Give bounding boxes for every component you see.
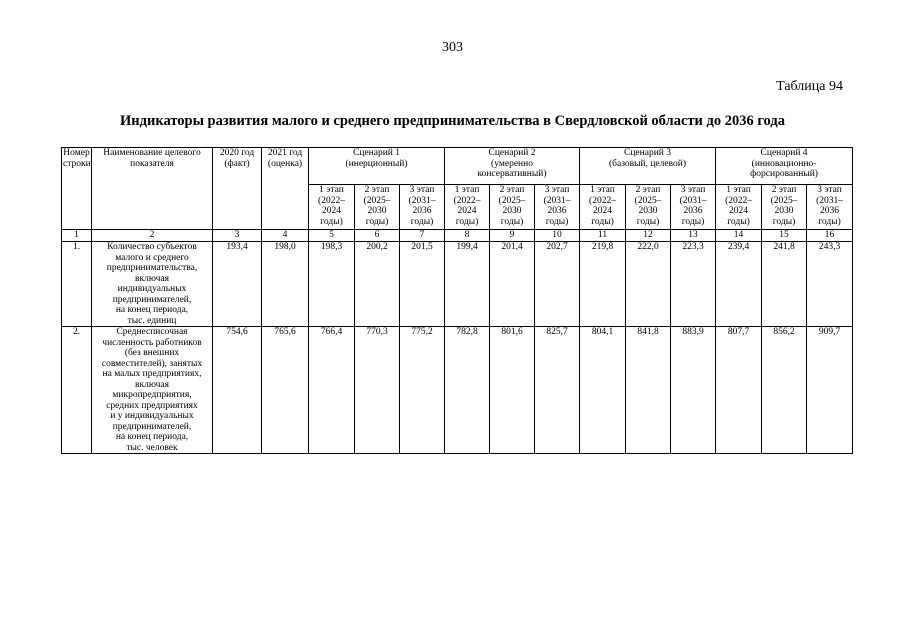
value-cell: 202,7: [535, 242, 580, 327]
column-number: 6: [355, 230, 400, 242]
value-cell: 193,4: [213, 242, 262, 327]
stage-2-header: 2 этап (2025– 2030 годы): [490, 185, 535, 230]
value-cell: 241,8: [762, 242, 807, 327]
column-number: 16: [807, 230, 853, 242]
stage-3-header: 3 этап (2031– 2036 годы): [535, 185, 580, 230]
stage-3-header: 3 этап (2031– 2036 годы): [807, 185, 853, 230]
header-indicator-name: Наименование целевого показателя: [92, 148, 213, 230]
value-cell: 198,0: [262, 242, 309, 327]
value-cell: 856,2: [762, 327, 807, 454]
header-2020-fact: 2020 год (факт): [213, 148, 262, 230]
stage-1-header: 1 этап (2022– 2024 годы): [716, 185, 762, 230]
column-number: 11: [580, 230, 626, 242]
value-cell: 199,4: [445, 242, 490, 327]
value-cell: 198,3: [309, 242, 355, 327]
indicator-name: Среднесписочная численность работников (без внешних совместителей), занятых на малых предприятиях, включая микропредприятия, средних предприятиях и у индивидуальных предпринимателей, на конец периода, тыс. человек: [92, 327, 213, 454]
value-cell: 243,3: [807, 242, 853, 327]
table-row: [62, 242, 853, 327]
column-number: 5: [309, 230, 355, 242]
row-number: 2.: [62, 327, 92, 454]
header-row: [62, 148, 853, 185]
stage-2-header: 2 этап (2025– 2030 годы): [626, 185, 671, 230]
value-cell: 883,9: [671, 327, 716, 454]
column-number: 3: [213, 230, 262, 242]
indicator-name: Количество субъектов малого и среднего предпринимательства, включая индивидуальных предпринимателей, на конец периода, тыс. единиц: [92, 242, 213, 327]
value-cell: 219,8: [580, 242, 626, 327]
value-cell: 775,2: [400, 327, 445, 454]
column-number: 2: [92, 230, 213, 242]
value-cell: 201,4: [490, 242, 535, 327]
page-number: 303: [442, 40, 463, 55]
row-number: 1.: [62, 242, 92, 327]
value-cell: 825,7: [535, 327, 580, 454]
column-number: 9: [490, 230, 535, 242]
header-scenario-3: Сценарий 3 (базовый, целевой): [580, 148, 716, 185]
value-cell: 765,6: [262, 327, 309, 454]
header-scenario-1: Сценарий 1 (инерционный): [309, 148, 445, 185]
value-cell: 782,8: [445, 327, 490, 454]
table-row: [62, 327, 853, 454]
stage-1-header: 1 этап (2022– 2024 годы): [445, 185, 490, 230]
value-cell: 201,5: [400, 242, 445, 327]
column-number: 4: [262, 230, 309, 242]
table-label: Таблица 94: [776, 79, 843, 94]
column-number: 12: [626, 230, 671, 242]
stage-2-header: 2 этап (2025– 2030 годы): [355, 185, 400, 230]
column-number: 10: [535, 230, 580, 242]
header-scenario-4: Сценарий 4 (инновационно- форсированный): [716, 148, 853, 185]
value-cell: 239,4: [716, 242, 762, 327]
stage-1-header: 1 этап (2022– 2024 годы): [580, 185, 626, 230]
column-number: 8: [445, 230, 490, 242]
column-number: 7: [400, 230, 445, 242]
value-cell: 804,1: [580, 327, 626, 454]
header-scenario-2: Сценарий 2 (умеренно консервативный): [445, 148, 580, 185]
stage-2-header: 2 этап (2025– 2030 годы): [762, 185, 807, 230]
value-cell: 801,6: [490, 327, 535, 454]
stage-3-header: 3 этап (2031– 2036 годы): [400, 185, 445, 230]
header-row-number: Номер строки: [62, 148, 92, 230]
value-cell: 841,8: [626, 327, 671, 454]
value-cell: 222,0: [626, 242, 671, 327]
document-title: Индикаторы развития малого и среднего предпринимательства в Свердловской области до 2036 года: [120, 113, 785, 129]
value-cell: 807,7: [716, 327, 762, 454]
value-cell: 200,2: [355, 242, 400, 327]
stage-1-header: 1 этап (2022– 2024 годы): [309, 185, 355, 230]
column-number: 15: [762, 230, 807, 242]
column-number-row: [62, 230, 853, 242]
value-cell: 909,7: [807, 327, 853, 454]
indicators-table: [61, 147, 853, 454]
value-cell: 754,6: [213, 327, 262, 454]
value-cell: 223,3: [671, 242, 716, 327]
header-2021-estimate: 2021 год (оценка): [262, 148, 309, 230]
stage-3-header: 3 этап (2031– 2036 годы): [671, 185, 716, 230]
column-number: 13: [671, 230, 716, 242]
value-cell: 766,4: [309, 327, 355, 454]
column-number: 1: [62, 230, 92, 242]
column-number: 14: [716, 230, 762, 242]
value-cell: 770,3: [355, 327, 400, 454]
